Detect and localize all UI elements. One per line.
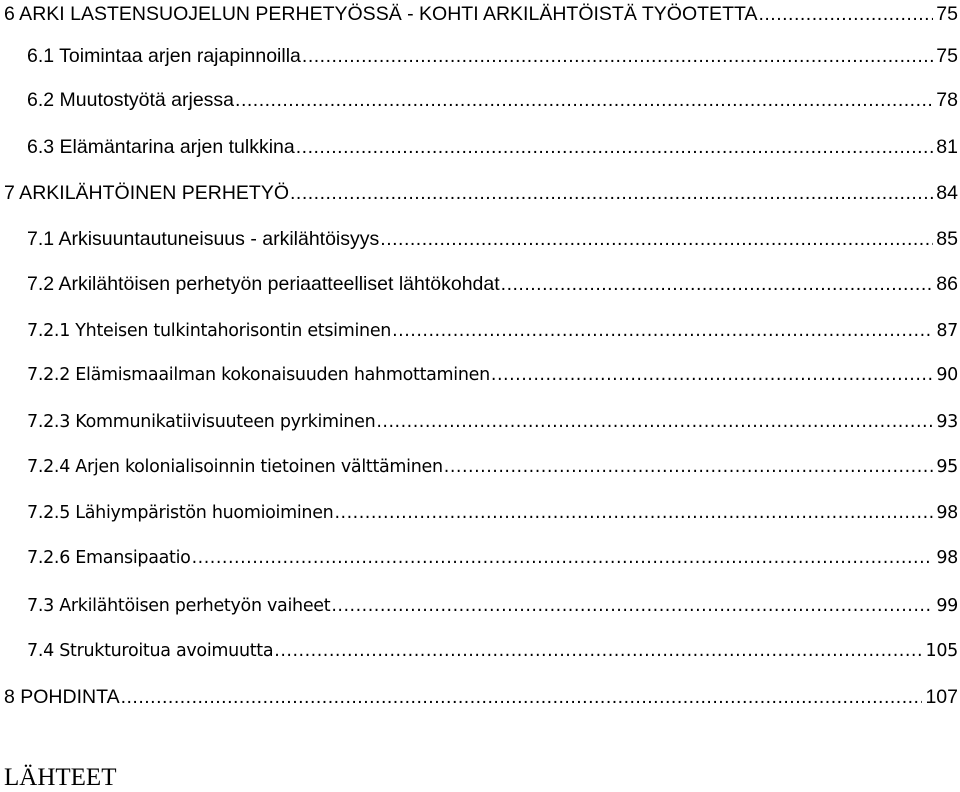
toc-entry-page: 86: [936, 273, 958, 295]
toc-entry-title: 7.2.2 Elämismaailman kokonaisuuden hahmottaminen: [27, 365, 490, 385]
toc-entry-page: 95: [936, 457, 958, 477]
toc-entry-page: 78: [936, 89, 958, 111]
toc-entry[interactable]: [27, 365, 958, 399]
toc-entry[interactable]: [27, 548, 958, 582]
toc-entry-page: 105: [925, 641, 958, 661]
toc-entry-title: 7.2.5 Lähiympäristön huomioiminen: [27, 503, 334, 523]
toc-entry-title: 7.2.1 Yhteisen tulkintahorisontin etsiminen: [27, 321, 392, 341]
toc-entry[interactable]: [4, 3, 958, 37]
toc-entry[interactable]: [27, 45, 958, 79]
toc-entry-title: 7.4 Strukturoitua avoimuutta: [27, 641, 274, 661]
toc-entry-title: 6 ARKI LASTENSUOJELUN PERHETYÖSSÄ - KOHTI ARKILÄHTÖISTÄ TYÖOTETTA: [4, 3, 758, 25]
toc-entry-page: 75: [936, 45, 958, 67]
toc-dot-leader: [302, 45, 933, 68]
toc-entry-page: 98: [936, 503, 958, 523]
toc-entry[interactable]: [27, 641, 958, 675]
toc-entry[interactable]: [27, 596, 958, 630]
toc-entry-title: 7.3 Arkilähtöisen perhetyön vaiheet: [27, 596, 331, 616]
toc-entry-page: 87: [936, 321, 958, 341]
toc-entry-page: 90: [936, 365, 958, 385]
toc-entry-page: 99: [936, 596, 958, 616]
toc-entry-page: 84: [936, 182, 958, 204]
toc-entry[interactable]: [4, 182, 958, 216]
toc-entry-page: 75: [936, 3, 958, 25]
toc-entry[interactable]: [27, 136, 958, 170]
toc-entry[interactable]: [27, 503, 958, 537]
toc-dot-leader: [380, 228, 933, 251]
toc-dot-leader: [290, 182, 933, 205]
toc-dot-leader: [296, 136, 934, 159]
toc-entry[interactable]: [4, 686, 958, 720]
toc-dot-leader: [331, 596, 933, 616]
toc-entry[interactable]: [27, 457, 958, 491]
toc-entry-title: 6.2 Muutostyötä arjessa: [27, 89, 235, 111]
toc-entry-title: 6.1 Toimintaa arjen rajapinnoilla: [27, 45, 301, 67]
toc-entry[interactable]: [27, 273, 958, 307]
toc-entry-page: 98: [936, 548, 958, 568]
toc-entry-title: 7.2.3 Kommunikatiivisuuteen pyrkiminen: [27, 412, 376, 432]
toc-dot-leader: [121, 686, 923, 709]
toc-entry[interactable]: [27, 228, 958, 262]
toc-dot-leader: [235, 89, 933, 112]
toc-entry-title: 8 POHDINTA: [4, 686, 120, 708]
toc-entry-title: 7.2.4 Arjen kolonialisoinnin tietoinen välttäminen: [27, 457, 443, 477]
toc-dot-leader: [392, 321, 933, 341]
toc-entry[interactable]: [27, 321, 958, 355]
toc-dot-leader: [491, 365, 933, 385]
toc-entry-title: 7 ARKILÄHTÖINEN PERHETYÖ: [4, 182, 289, 204]
toc-entry-title: 7.1 Arkisuuntautuneisuus - arkilähtöisyys: [27, 228, 380, 250]
toc-dot-leader: [192, 548, 934, 568]
section-heading-references: LÄHTEET: [4, 764, 117, 791]
toc-dot-leader: [758, 3, 933, 26]
toc-entry[interactable]: [27, 412, 958, 446]
toc-entry-title: 7.2.6 Emansipaatio: [27, 548, 191, 568]
toc-entry[interactable]: [27, 89, 958, 123]
toc-dot-leader: [501, 273, 934, 296]
toc-dot-leader: [334, 503, 933, 523]
toc-entry-page: 93: [936, 412, 958, 432]
toc-entry-title: 6.3 Elämäntarina arjen tulkkina: [27, 136, 295, 158]
toc-dot-leader: [274, 641, 922, 661]
toc-entry-page: 107: [925, 686, 958, 708]
toc-dot-leader: [376, 412, 933, 432]
toc-dot-leader: [444, 457, 934, 477]
toc-entry-title: 7.2 Arkilähtöisen perhetyön periaatteelliset lähtökohdat: [27, 273, 500, 295]
toc-entry-page: 81: [936, 136, 958, 158]
toc-entry-page: 85: [936, 228, 958, 250]
